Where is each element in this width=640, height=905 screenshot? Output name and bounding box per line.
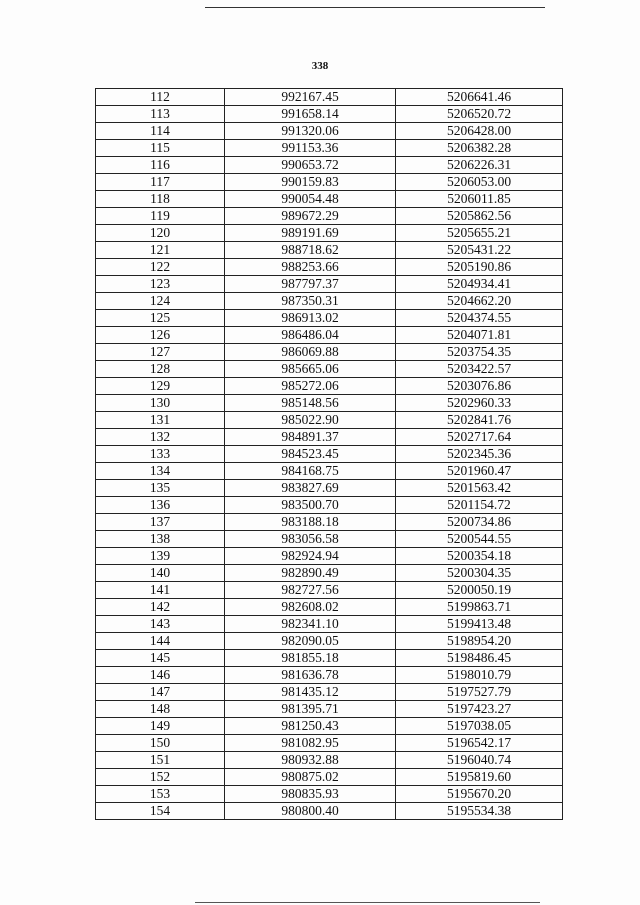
y-coordinate-cell: 5201960.47 [396,463,563,480]
x-coordinate-cell: 984891.37 [225,429,396,446]
x-coordinate-cell: 985022.90 [225,412,396,429]
point-number-cell: 133 [96,446,225,463]
point-number-cell: 141 [96,582,225,599]
table-row [96,157,563,174]
point-number-cell: 147 [96,684,225,701]
y-coordinate-cell: 5198010.79 [396,667,563,684]
table-row [96,769,563,786]
table-row [96,140,563,157]
table-row [96,446,563,463]
x-coordinate-cell: 990159.83 [225,174,396,191]
table-row [96,531,563,548]
table-row [96,259,563,276]
x-coordinate-cell: 981636.78 [225,667,396,684]
y-coordinate-cell: 5196040.74 [396,752,563,769]
table-row [96,582,563,599]
x-coordinate-cell: 982890.49 [225,565,396,582]
x-coordinate-cell: 980932.88 [225,752,396,769]
x-coordinate-cell: 980835.93 [225,786,396,803]
table-row [96,327,563,344]
y-coordinate-cell: 5201154.72 [396,497,563,514]
x-coordinate-cell: 982090.05 [225,633,396,650]
point-number-cell: 130 [96,395,225,412]
y-coordinate-cell: 5201563.42 [396,480,563,497]
y-coordinate-cell: 5200304.35 [396,565,563,582]
table-row [96,497,563,514]
point-number-cell: 149 [96,718,225,735]
x-coordinate-cell: 981435.12 [225,684,396,701]
x-coordinate-cell: 990653.72 [225,157,396,174]
y-coordinate-cell: 5205431.22 [396,242,563,259]
x-coordinate-cell: 984168.75 [225,463,396,480]
x-coordinate-cell: 985272.06 [225,378,396,395]
y-coordinate-cell: 5204071.81 [396,327,563,344]
point-number-cell: 138 [96,531,225,548]
y-coordinate-cell: 5195534.38 [396,803,563,820]
y-coordinate-cell: 5206226.31 [396,157,563,174]
x-coordinate-cell: 988253.66 [225,259,396,276]
y-coordinate-cell: 5202717.64 [396,429,563,446]
point-number-cell: 113 [96,106,225,123]
point-number-cell: 114 [96,123,225,140]
point-number-cell: 150 [96,735,225,752]
y-coordinate-cell: 5203754.35 [396,344,563,361]
y-coordinate-cell: 5204374.55 [396,310,563,327]
point-number-cell: 146 [96,667,225,684]
point-number-cell: 145 [96,650,225,667]
point-number-cell: 125 [96,310,225,327]
table-row [96,650,563,667]
y-coordinate-cell: 5198486.45 [396,650,563,667]
table-row [96,514,563,531]
point-number-cell: 132 [96,429,225,446]
table-row [96,701,563,718]
point-number-cell: 124 [96,293,225,310]
y-coordinate-cell: 5197038.05 [396,718,563,735]
y-coordinate-cell: 5197423.27 [396,701,563,718]
point-number-cell: 117 [96,174,225,191]
x-coordinate-cell: 981250.43 [225,718,396,735]
y-coordinate-cell: 5206011.85 [396,191,563,208]
table-row [96,208,563,225]
table-row [96,242,563,259]
y-coordinate-cell: 5200544.55 [396,531,563,548]
table-row [96,361,563,378]
table-row [96,684,563,701]
x-coordinate-cell: 991153.36 [225,140,396,157]
table-row [96,633,563,650]
table-row [96,599,563,616]
x-coordinate-cell: 982341.10 [225,616,396,633]
point-number-cell: 142 [96,599,225,616]
table-row [96,718,563,735]
y-coordinate-cell: 5206641.46 [396,89,563,106]
x-coordinate-cell: 992167.45 [225,89,396,106]
table-row [96,463,563,480]
y-coordinate-cell: 5205655.21 [396,225,563,242]
y-coordinate-cell: 5205190.86 [396,259,563,276]
table-row [96,752,563,769]
x-coordinate-cell: 981082.95 [225,735,396,752]
table-row [96,276,563,293]
y-coordinate-cell: 5206520.72 [396,106,563,123]
point-number-cell: 135 [96,480,225,497]
point-number-cell: 144 [96,633,225,650]
point-number-cell: 127 [96,344,225,361]
y-coordinate-cell: 5202841.76 [396,412,563,429]
y-coordinate-cell: 5200354.18 [396,548,563,565]
y-coordinate-cell: 5204662.20 [396,293,563,310]
x-coordinate-cell: 985665.06 [225,361,396,378]
x-coordinate-cell: 982924.94 [225,548,396,565]
top-rule [205,7,545,8]
y-coordinate-cell: 5204934.41 [396,276,563,293]
point-number-cell: 129 [96,378,225,395]
point-number-cell: 136 [96,497,225,514]
point-number-cell: 112 [96,89,225,106]
x-coordinate-cell: 982608.02 [225,599,396,616]
point-number-cell: 139 [96,548,225,565]
point-number-cell: 128 [96,361,225,378]
table-row [96,106,563,123]
point-number-cell: 119 [96,208,225,225]
point-number-cell: 123 [96,276,225,293]
y-coordinate-cell: 5202960.33 [396,395,563,412]
x-coordinate-cell: 983056.58 [225,531,396,548]
x-coordinate-cell: 981855.18 [225,650,396,667]
y-coordinate-cell: 5198954.20 [396,633,563,650]
x-coordinate-cell: 990054.48 [225,191,396,208]
table-row [96,174,563,191]
page-number: 338 [311,60,329,72]
y-coordinate-cell: 5206382.28 [396,140,563,157]
point-number-cell: 151 [96,752,225,769]
x-coordinate-cell: 983188.18 [225,514,396,531]
table-row [96,310,563,327]
point-number-cell: 134 [96,463,225,480]
x-coordinate-cell: 986913.02 [225,310,396,327]
bottom-rule [195,902,540,903]
y-coordinate-cell: 5206428.00 [396,123,563,140]
x-coordinate-cell: 989191.69 [225,225,396,242]
point-number-cell: 152 [96,769,225,786]
point-number-cell: 148 [96,701,225,718]
table-row [96,293,563,310]
point-number-cell: 122 [96,259,225,276]
x-coordinate-cell: 987350.31 [225,293,396,310]
x-coordinate-cell: 986486.04 [225,327,396,344]
point-number-cell: 131 [96,412,225,429]
table-row [96,378,563,395]
x-coordinate-cell: 981395.71 [225,701,396,718]
point-number-cell: 140 [96,565,225,582]
table-row [96,191,563,208]
y-coordinate-cell: 5200050.19 [396,582,563,599]
point-number-cell: 116 [96,157,225,174]
table-row [96,344,563,361]
coordinates-table [95,88,563,820]
table-row [96,786,563,803]
y-coordinate-cell: 5205862.56 [396,208,563,225]
x-coordinate-cell: 983500.70 [225,497,396,514]
x-coordinate-cell: 989672.29 [225,208,396,225]
x-coordinate-cell: 985148.56 [225,395,396,412]
table-row [96,412,563,429]
y-coordinate-cell: 5195819.60 [396,769,563,786]
point-number-cell: 137 [96,514,225,531]
table-row [96,123,563,140]
y-coordinate-cell: 5203422.57 [396,361,563,378]
point-number-cell: 154 [96,803,225,820]
y-coordinate-cell: 5202345.36 [396,446,563,463]
table-row [96,225,563,242]
x-coordinate-cell: 983827.69 [225,480,396,497]
table-row [96,548,563,565]
y-coordinate-cell: 5196542.17 [396,735,563,752]
y-coordinate-cell: 5200734.86 [396,514,563,531]
x-coordinate-cell: 980875.02 [225,769,396,786]
y-coordinate-cell: 5199413.48 [396,616,563,633]
coordinates-table-body [96,89,563,820]
point-number-cell: 121 [96,242,225,259]
table-row [96,803,563,820]
point-number-cell: 126 [96,327,225,344]
table-row [96,565,563,582]
x-coordinate-cell: 982727.56 [225,582,396,599]
point-number-cell: 153 [96,786,225,803]
y-coordinate-cell: 5206053.00 [396,174,563,191]
table-row [96,429,563,446]
point-number-cell: 120 [96,225,225,242]
table-row [96,735,563,752]
point-number-cell: 118 [96,191,225,208]
y-coordinate-cell: 5203076.86 [396,378,563,395]
table-row [96,480,563,497]
x-coordinate-cell: 988718.62 [225,242,396,259]
table-row [96,667,563,684]
table-row [96,616,563,633]
y-coordinate-cell: 5199863.71 [396,599,563,616]
table-row [96,395,563,412]
x-coordinate-cell: 991658.14 [225,106,396,123]
y-coordinate-cell: 5195670.20 [396,786,563,803]
table-row [96,89,563,106]
point-number-cell: 115 [96,140,225,157]
x-coordinate-cell: 987797.37 [225,276,396,293]
point-number-cell: 143 [96,616,225,633]
x-coordinate-cell: 991320.06 [225,123,396,140]
x-coordinate-cell: 986069.88 [225,344,396,361]
x-coordinate-cell: 984523.45 [225,446,396,463]
y-coordinate-cell: 5197527.79 [396,684,563,701]
x-coordinate-cell: 980800.40 [225,803,396,820]
